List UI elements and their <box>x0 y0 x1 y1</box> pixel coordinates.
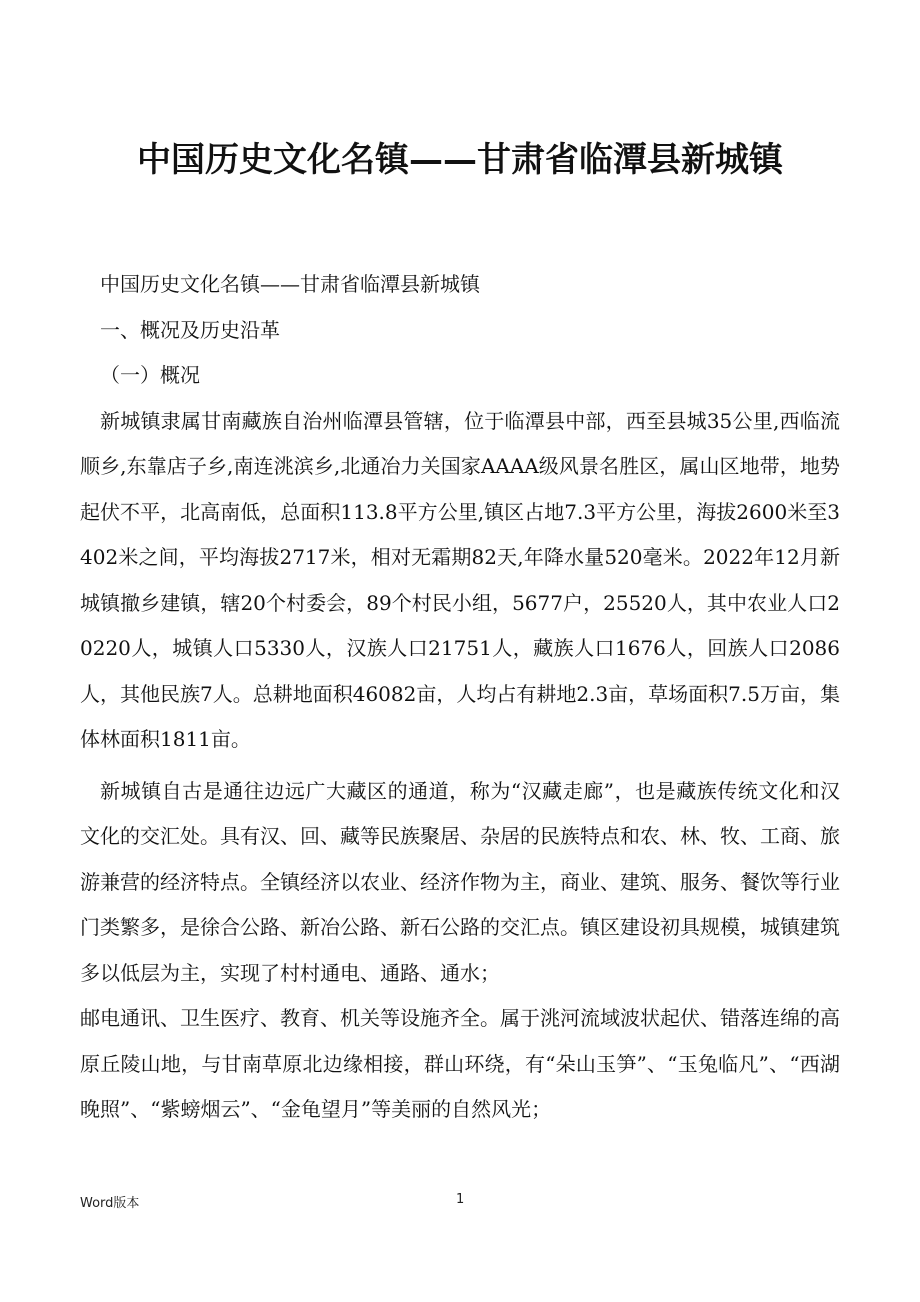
page-number: 1 <box>456 1192 465 1207</box>
document-title: 中国历史文化名镇——甘肃省临潭县新城镇 <box>137 140 783 180</box>
document-body <box>80 262 840 1133</box>
paragraph-history: 新城镇自古是通往边远广大藏区的通道，称为“汉藏走廊”，也是藏族传统文化和汉文化的交汇处。具有汉、回、藏等民族聚居、杂居的民族特点和农、林、牧、工商、旅游兼营的经济特点。全镇经济以农业、经济作物为主，商业、建筑、服务、餐饮等行业门类繁多，是徐合公路、新冶公路、新石公路的交汇点。镇区建设初具规模，城镇建筑多以低层为主，实现了村村通电、通路、通水； <box>80 778 840 985</box>
section-heading: 一、概况及历史沿革 <box>100 317 280 342</box>
subtitle-line: 中国历史文化名镇——甘肃省临潭县新城镇 <box>100 272 480 296</box>
footer-label: Word版本 <box>80 1196 140 1211</box>
subsection-heading: （一）概况 <box>100 363 200 387</box>
paragraph-overview: 新城镇隶属甘南藏族自治州临潭县管辖，位于临潭县中部，西至县城35公里,西临流顺乡,东靠店子乡,南连洮滨乡,北通冶力关国家AAAA级风景名胜区，属山区地带，地势起伏不平，北高南低，总面积113.8平方公里,镇区占地7.3平方公里，海拔2600米至3402米之间，平均海拔2717米，相对无霜期82天,年降水量520毫米。2022年12月新城镇撤乡建镇，辖20个村委会，89个村民小组，5677户，25520人，其中农业人口20220人，城镇人口5330人，汉族人口21751人，藏族人口1676人，回族人口2086人，其他民族7人。总耕地面积46082亩，人均占有耕地2.3亩，草场面积7.5万亩，集体林面积1811亩。 <box>80 408 840 751</box>
paragraph-facilities: 邮电通讯、卫生医疗、教育、机关等设施齐全。属于洮河流域波状起伏、错落连绵的高原丘陵山地，与甘南草原北边缘相接，群山环绕，有“朵山玉笋”、“玉兔临凡”、“西湖晚照”、“紫螃烟云”、“金龟望月”等美丽的自然风光； <box>80 1006 840 1121</box>
